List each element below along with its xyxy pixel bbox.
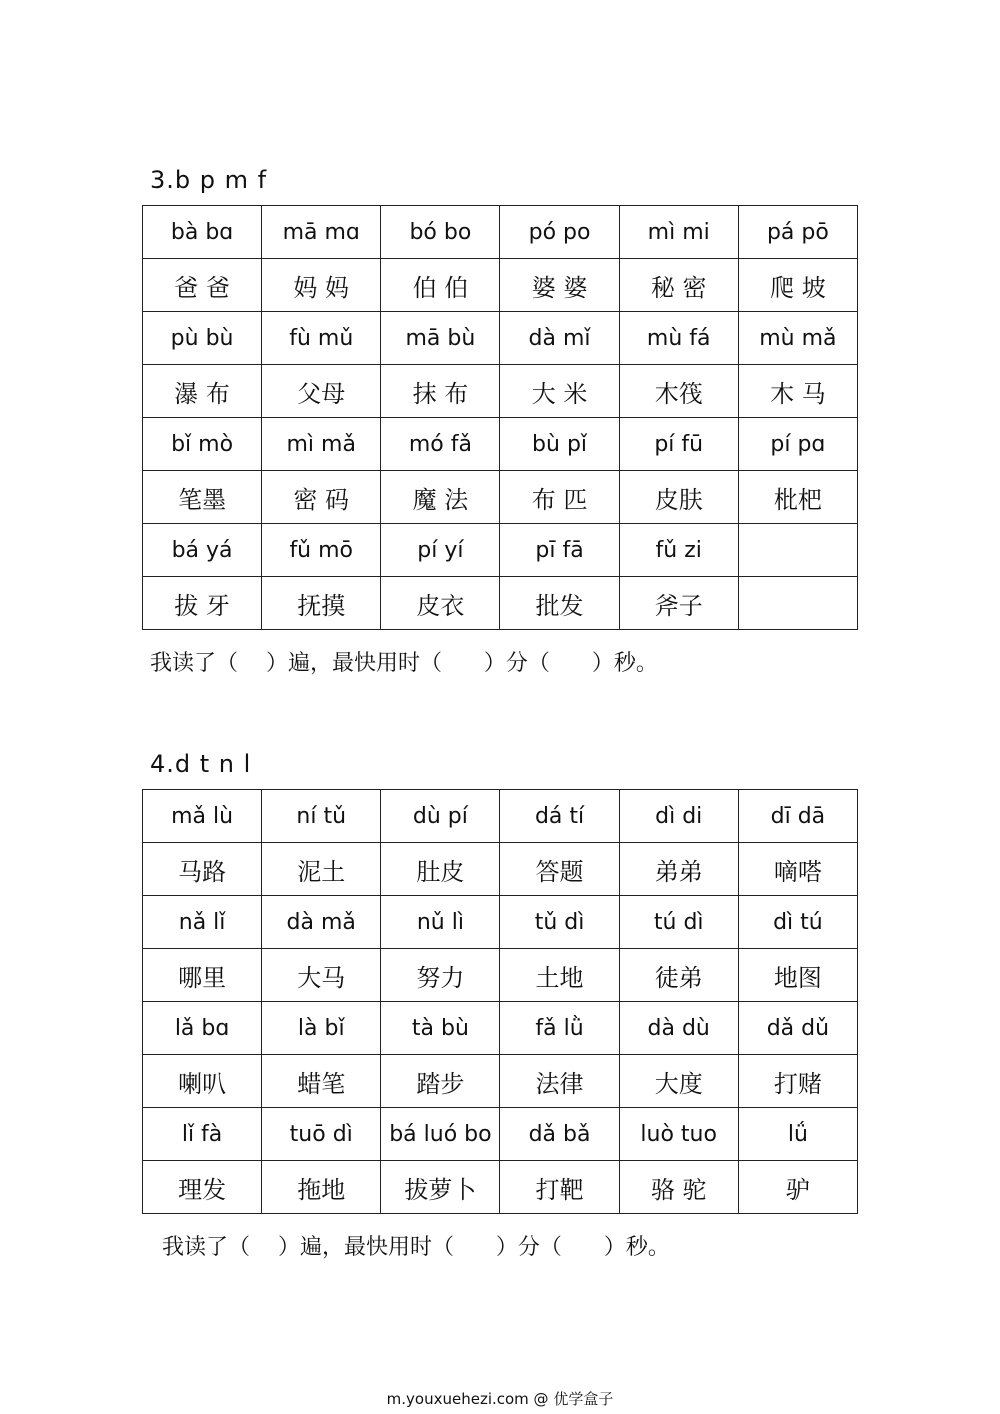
- pinyin-cell: fǎ lǜ: [500, 1002, 619, 1055]
- table-row: [143, 418, 858, 471]
- table-row: [143, 896, 858, 949]
- pinyin-cell: dǎ bǎ: [500, 1108, 619, 1161]
- pinyin-cell: tà bù: [381, 1002, 500, 1055]
- section-3-reading-line: 我读了（ ）遍，最快用时（ ）分（ ）秒。: [150, 651, 658, 676]
- pinyin-cell: mǎ lù: [143, 790, 262, 843]
- footer-credit: m.youxuehezi.com @ 优学盒子: [386, 1390, 614, 1408]
- table-row: [143, 1108, 858, 1161]
- pinyin-cell: luò tuo: [619, 1108, 738, 1161]
- hanzi-cell: 抹 布: [381, 365, 500, 418]
- hanzi-cell: 哪里: [143, 949, 262, 1002]
- hanzi-cell: 努力: [381, 949, 500, 1002]
- hanzi-cell: 布 匹: [500, 471, 619, 524]
- hanzi-cell: 弟弟: [619, 843, 738, 896]
- section-3-title: 3.b p m f: [150, 166, 268, 194]
- pinyin-cell: dǎ dǔ: [738, 1002, 857, 1055]
- pinyin-cell: dà mǐ: [500, 312, 619, 365]
- table-row: [143, 524, 858, 577]
- pinyin-cell: lǎ bɑ: [143, 1002, 262, 1055]
- hanzi-cell: 骆 驼: [619, 1161, 738, 1214]
- hanzi-cell: 答题: [500, 843, 619, 896]
- hanzi-cell: 批发: [500, 577, 619, 630]
- hanzi-cell: 打赌: [738, 1055, 857, 1108]
- hanzi-cell: 爸 爸: [143, 259, 262, 312]
- table-row: [143, 843, 858, 896]
- hanzi-cell: 打靶: [500, 1161, 619, 1214]
- pinyin-cell: dù pí: [381, 790, 500, 843]
- pinyin-cell: fǔ zi: [619, 524, 738, 577]
- hanzi-cell: 踏步: [381, 1055, 500, 1108]
- pinyin-cell: bù pǐ: [500, 418, 619, 471]
- pinyin-cell: tuō dì: [262, 1108, 381, 1161]
- pinyin-cell: mù mǎ: [738, 312, 857, 365]
- table-row: [143, 949, 858, 1002]
- hanzi-cell: 泥土: [262, 843, 381, 896]
- pinyin-cell: bà bɑ: [143, 206, 262, 259]
- pinyin-cell: nǎ lǐ: [143, 896, 262, 949]
- pinyin-cell: bá luó bo: [381, 1108, 500, 1161]
- hanzi-cell: 驴: [738, 1161, 857, 1214]
- hanzi-cell: 大 米: [500, 365, 619, 418]
- hanzi-cell: 妈 妈: [262, 259, 381, 312]
- pinyin-cell: mā mɑ: [262, 206, 381, 259]
- hanzi-cell: 密 码: [262, 471, 381, 524]
- pinyin-cell: mì mi: [619, 206, 738, 259]
- pinyin-cell: tǔ dì: [500, 896, 619, 949]
- table-row: [143, 1161, 858, 1214]
- hanzi-cell: 爬 坡: [738, 259, 857, 312]
- pinyin-cell: fù mǔ: [262, 312, 381, 365]
- hanzi-cell: 婆 婆: [500, 259, 619, 312]
- hanzi-cell: 皮衣: [381, 577, 500, 630]
- hanzi-cell: 魔 法: [381, 471, 500, 524]
- hanzi-cell: 木筏: [619, 365, 738, 418]
- hanzi-cell: 大度: [619, 1055, 738, 1108]
- pinyin-cell: mì mǎ: [262, 418, 381, 471]
- hanzi-cell: 理发: [143, 1161, 262, 1214]
- section-3-table: [142, 205, 858, 630]
- hanzi-cell: 肚皮: [381, 843, 500, 896]
- hanzi-cell: [738, 577, 857, 630]
- pinyin-cell: dà mǎ: [262, 896, 381, 949]
- pinyin-cell: bǐ mò: [143, 418, 262, 471]
- pinyin-cell: mó fǎ: [381, 418, 500, 471]
- hanzi-cell: 父母: [262, 365, 381, 418]
- hanzi-cell: 徒弟: [619, 949, 738, 1002]
- pinyin-cell: là bǐ: [262, 1002, 381, 1055]
- pinyin-cell: dá tí: [500, 790, 619, 843]
- pinyin-cell: lǐ fà: [143, 1108, 262, 1161]
- hanzi-cell: 抚摸: [262, 577, 381, 630]
- section-4-table: [142, 789, 858, 1214]
- hanzi-cell: 喇叭: [143, 1055, 262, 1108]
- pinyin-cell: nǔ lì: [381, 896, 500, 949]
- pinyin-cell: pó po: [500, 206, 619, 259]
- hanzi-cell: 皮肤: [619, 471, 738, 524]
- pinyin-cell: bó bo: [381, 206, 500, 259]
- pinyin-cell: [738, 524, 857, 577]
- pinyin-cell: pí yí: [381, 524, 500, 577]
- table-row: [143, 1002, 858, 1055]
- pinyin-cell: fǔ mō: [262, 524, 381, 577]
- pinyin-cell: bá yá: [143, 524, 262, 577]
- pinyin-cell: pī fā: [500, 524, 619, 577]
- pinyin-cell: ní tǔ: [262, 790, 381, 843]
- pinyin-cell: mā bù: [381, 312, 500, 365]
- section-4-reading-line: 我读了（ ）遍，最快用时（ ）分（ ）秒。: [162, 1235, 670, 1260]
- hanzi-cell: 木 马: [738, 365, 857, 418]
- pinyin-cell: dì di: [619, 790, 738, 843]
- table-row: [143, 206, 858, 259]
- pinyin-cell: dī dā: [738, 790, 857, 843]
- table-row: [143, 577, 858, 630]
- table-row: [143, 312, 858, 365]
- table-row: [143, 790, 858, 843]
- hanzi-cell: 秘 密: [619, 259, 738, 312]
- pinyin-cell: pí pɑ: [738, 418, 857, 471]
- hanzi-cell: 拖地: [262, 1161, 381, 1214]
- table-row: [143, 1055, 858, 1108]
- hanzi-cell: 嘀嗒: [738, 843, 857, 896]
- pinyin-cell: pù bù: [143, 312, 262, 365]
- hanzi-cell: 法律: [500, 1055, 619, 1108]
- hanzi-cell: 土地: [500, 949, 619, 1002]
- hanzi-cell: 拔 牙: [143, 577, 262, 630]
- pinyin-cell: dì tú: [738, 896, 857, 949]
- pinyin-cell: mù fá: [619, 312, 738, 365]
- hanzi-cell: 蜡笔: [262, 1055, 381, 1108]
- hanzi-cell: 拔萝卜: [381, 1161, 500, 1214]
- pinyin-cell: pí fū: [619, 418, 738, 471]
- hanzi-cell: 大马: [262, 949, 381, 1002]
- section-4-title: 4.d t n l: [150, 750, 252, 778]
- hanzi-cell: 枇杷: [738, 471, 857, 524]
- pinyin-cell: pá pō: [738, 206, 857, 259]
- hanzi-cell: 瀑 布: [143, 365, 262, 418]
- hanzi-cell: 地图: [738, 949, 857, 1002]
- hanzi-cell: 伯 伯: [381, 259, 500, 312]
- hanzi-cell: 笔墨: [143, 471, 262, 524]
- pinyin-cell: lǘ: [738, 1108, 857, 1161]
- table-row: [143, 471, 858, 524]
- table-row: [143, 365, 858, 418]
- pinyin-cell: tú dì: [619, 896, 738, 949]
- hanzi-cell: 斧子: [619, 577, 738, 630]
- table-row: [143, 259, 858, 312]
- pinyin-cell: dà dù: [619, 1002, 738, 1055]
- hanzi-cell: 马路: [143, 843, 262, 896]
